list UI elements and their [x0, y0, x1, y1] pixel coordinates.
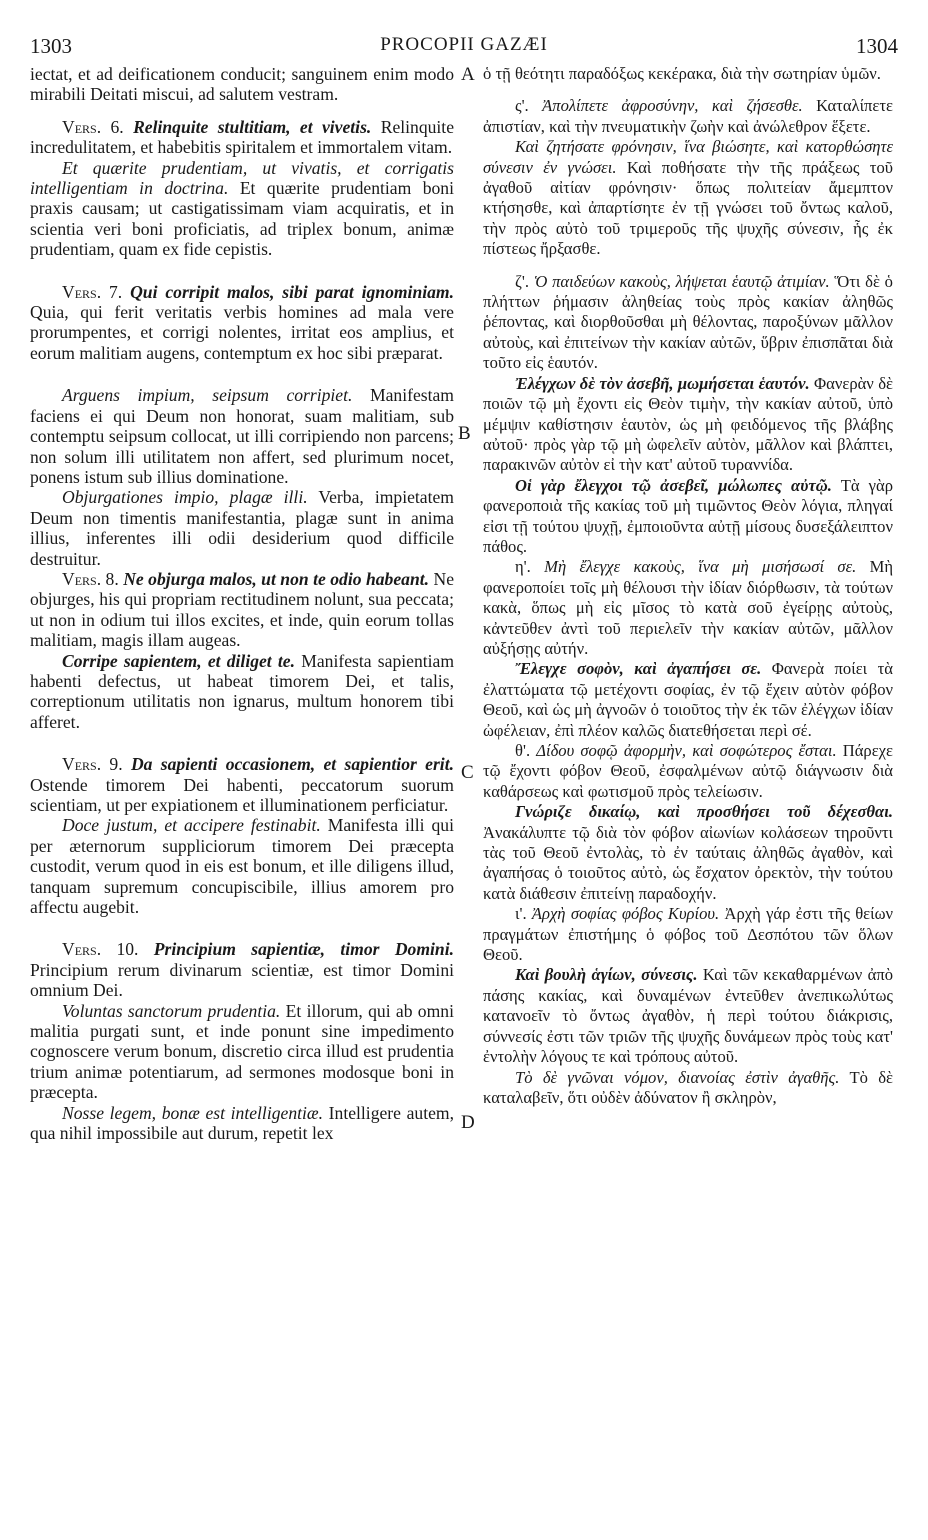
page-header — [30, 34, 898, 58]
lemma: Ἔλεγχε σοφὸν, καὶ ἀγαπήσει σε. — [515, 659, 762, 679]
lemma: Qui corripit malos, sibi parat ignominiam. — [130, 281, 454, 302]
column-number-right: 1304 — [856, 34, 898, 58]
lemma: Ἐλέγχων δὲ τὸν ἀσεβῆ, μωμήσεται ἑαυτόν. — [515, 373, 810, 393]
section-marker-a: A — [461, 64, 475, 85]
lemma: Καὶ βουλὴ ἁγίων, σύνεσις. — [515, 965, 698, 985]
running-title: PROCOPII GAZÆI — [380, 34, 548, 55]
section-marker-b: B — [458, 423, 471, 444]
greek-paragraph: Οἱ γὰρ ἔλεγχοι τῷ ἀσεβεῖ, μώλωπες αὐτῷ. Τὰ γὰρ φανεροποιὰ τῆς κακίας τοῦ μὴ τιμῶντος Θεὸν λόγια, πληγαί εἰσι τῇ τούτου ψυχῇ, ἐμποιοῦντα αὐτῇ μίσους δυσεξάλειπτον πάθος. — [483, 475, 893, 556]
section-marker-d: D — [461, 1112, 475, 1133]
verse-number: Vers. 10. — [62, 939, 139, 960]
latin-paragraph: Vers. 9. Da sapienti occasionem, et sapientior erit. Ostende timorem Dei habenti, peccatorum suorum scientiam, ut per expiationem et illuminationem perficiatur. — [30, 754, 454, 815]
latin-paragraph: Objurgationes impio, plagæ illi. Verba, impietatem Deum non timentis manifestantia, plagæ sunt in anima illius, inferentes illi odii desiderium quod difficile destruitur. — [30, 487, 454, 569]
greek-paragraph: η'. Μὴ ἔλεγχε κακοὺς, ἵνα μὴ μισήσωσί σε. Μὴ φανεροποίει τοῖς μὴ θέλουσι τὴν ἰδίαν διόρθωσιν, τὰ τούτων κακὰ, ὅπως μὴ εἰς μῖσος τὸ κατὰ σοῦ ἐγείρῃς αὐτοὺς, κἀντεῦθεν ἀντὶ τοῦ περιελεῖν τὴν κακίαν αὐτῶν, μᾶλλον αὐξήσῃς αὐτήν. — [483, 557, 894, 658]
verse-number: Vers. 6. — [62, 116, 124, 137]
latin-paragraph: Vers. 10. Principium sapientiæ, timor Domini. Principium rerum divinarum scientiæ, est timor Domini omnium Dei. — [30, 939, 454, 1001]
lemma: Γνώριζε δικαίῳ, καὶ προσθήσει τοῦ δέχεσθαι. — [515, 802, 893, 822]
latin-paragraph: Vers. 6. Relinquite stultitiam, et vivetis. Relinquite incredulitatem, et habebitis spiritalem et immortalem vitam. — [30, 116, 454, 158]
lemma: Principium sapientiæ, timor Domini. — [153, 939, 454, 960]
lemma: Τὸ δὲ γνῶναι νόμον, διανοίας ἐστὶν ἀγαθῆς. — [515, 1067, 840, 1087]
column-number-left: 1303 — [30, 34, 72, 58]
greek-paragraph: Ἐλέγχων δὲ τὸν ἀσεβῆ, μωμήσεται ἑαυτόν. Φανερὰν δὲ ποιῶν τῷ μὴ ἔχοντι εἰς Θεὸν τιμὴν, τὴν κακίαν αὐτοῦ, ὑπὸ μέμψιν καθίστησιν ἑαυτὸν, ὡς μὴ φειδόμενος τῆς βλάβης αὐτοῦ· πρὸς γὰρ τῷ μὴ ὠφελεῖν αὐτὸν, μᾶλλον καὶ βλάπτει, παρακινῶν αὐτὸν εἰ τὴν κατ' αὐτοῦ τυραννίδα. — [483, 373, 893, 475]
greek-paragraph: θ'. Δίδου σοφῷ ἀφορμὴν, καὶ σοφώτερος ἔσται. Πάρεχε τῷ ἔχοντι φόβον Θεοῦ, ἐσφαλμένων αὐτῷ διάγνωσιν διὰ καθάρσεως καὶ φωτισμοῦ πρὸς τελείωσιν. — [483, 741, 893, 801]
latin-paragraph: iectat, et ad deificationem conducit; sanguinem enim modo mirabili Deitati miscui, ad salutem vestram. — [30, 64, 454, 105]
lemma: Corripe sapientem, et diliget te. — [62, 650, 296, 671]
latin-paragraph: Et quærite prudentiam, ut vivatis, et corrigatis intelligentiam in doctrina. Et quærite prudentiam boni praxis causam; ut castigatissimam viam acquiratis, et in scientia veri boni proficiatis, ad triplex bonum, animæ prudentiam, quam ex fide cepistis. — [30, 157, 454, 260]
lemma: Relinquite stultitiam, et vivetis. — [133, 116, 372, 137]
verse-number: θ'. — [515, 741, 531, 760]
section-marker-c: C — [461, 762, 474, 783]
latin-paragraph: Vers. 8. Ne objurga malos, ut non te odio habeant. Ne objurges, his qui propriam rectitudinem nolunt, sua peccata; ut non in odium tui illos excites, et inde, quin eorum tollas malitiam, magis illam augeas. — [30, 568, 454, 651]
latin-paragraph: Nosse legem, bonæ est intelligentiæ. Intelligere autem, qua nihil impossibile aut durum, repetit lex — [30, 1102, 454, 1144]
latin-paragraph: Corripe sapientem, et diliget te. Manifesta sapientiam habenti defectus, ut habeat timorem Dei, et talis, correptionum utilitatis non ignarus, multum honorem tibi afferet. — [30, 650, 455, 732]
verse-number: Vers. 7. — [62, 281, 123, 302]
verse-number: η'. — [515, 557, 531, 577]
lemma: Ὁ παιδεύων κακοὺς, λήψεται ἑαυτῷ ἀτιμίαν. — [533, 271, 830, 291]
greek-paragraph: ὁ τῇ θεότητι παραδόξως κεκέρακα, διὰ τὴν σωτηρίαν ὑμῶν. — [483, 64, 881, 83]
greek-paragraph: ζ'. Ὁ παιδεύων κακοὺς, λήψεται ἑαυτῷ ἀτιμίαν. Ὅτι δὲ ὁ πλήττων ῥήμασιν ἀληθείας τοὺς πρὸς κακίαν ἀληθῶς ῥέποντας, καὶ διορθοῦσθαι μὴ θέλοντας, παροξύνων μᾶλλον αὐτοὺς, καὶ ἐπιτείνων τὴν κακίαν αὐτῶν, ὕβριν ἐπισπᾶται διὰ τοῦτο εἰς ἑαυτόν. — [483, 271, 893, 373]
greek-paragraph: ι'. Ἀρχὴ σοφίας φόβος Κυρίου. Ἀρχὴ γάρ ἐστι τῆς θείων πραγμάτων ἐπιστήμης ὁ φόβος τοῦ Δεσπότου τῶν ὅλων Θεοῦ. — [483, 904, 894, 965]
lemma: Δίδου σοφῷ ἀφορμὴν, καὶ σοφώτερος ἔσται. — [536, 741, 837, 760]
lemma: Ἀρχὴ σοφίας φόβος Κυρίου. — [531, 904, 720, 924]
greek-paragraph: Γνώριζε δικαίῳ, καὶ προσθήσει τοῦ δέχεσθαι. Ἀνακάλυπτε τῷ διὰ τὸν φόβον αἰωνίων κολάσεων τηροῦντι τὰς τοῦ Θεοῦ ἐντολὰς, τὸ ἐν ταύταις ἀληθῶς ἀγαθὸν, καὶ ἀγαπήσας ὁ τοιοῦτος αὐτὸ, ὡς ἔσχατον ὀρεκτὸν, τὴν τούτου κατὰ διάθεσιν ἐπιτείνῃ παραδοχήν. — [483, 802, 893, 903]
lemma: Arguens impium, seipsum corripiet. — [62, 385, 353, 406]
lemma: Μὴ ἔλεγχε κακοὺς, ἵνα μὴ μισήσωσί σε. — [544, 557, 857, 577]
latin-paragraph: Vers. 7. Qui corripit malos, sibi parat ignominiam. Quia, qui ferit veritatis verbis homines ad mala vere prorumpentes, et corrigi nolentes, irritat eos amplius, et eorum malitiam augens, contemptum ex hoc sibi præparat. — [30, 281, 454, 363]
verse-number: Vers. 8. — [62, 568, 119, 589]
lemma: Et quærite prudentiam, ut vivatis, et corrigatis intelligentiam in doctrina. — [30, 157, 454, 199]
greek-paragraph: Τὸ δὲ γνῶναι νόμον, διανοίας ἐστὶν ἀγαθῆς. Τὸ δὲ καταλαβεῖν, ὅτι οὐδὲν ἀδύνατον ἢ σκληρὸν, — [483, 1067, 893, 1107]
verse-number: ι'. — [515, 904, 527, 924]
latin-paragraph: Voluntas sanctorum prudentia. Et illorum, qui ab omni malitia purgati sunt, et inde ponunt sine impedimento cognoscere verum bonum, discretio circa illud est prudentia trium animæ potentiarum, ad sermones modosque boni in præcepta. — [30, 1000, 454, 1103]
greek-paragraph: ς'. Ἀπολίπετε ἀφροσύνην, καὶ ζήσεσθε. Καταλίπετε ἀπιστίαν, καὶ τὴν πνευματικὴν ζωὴν καὶ ἀνώλεθρον ἕξετε. — [483, 96, 894, 136]
verse-number: ς'. — [515, 96, 529, 116]
greek-column — [483, 64, 893, 1108]
lemma: Ne objurga malos, ut non te odio habeant. — [123, 568, 430, 589]
lemma: Καὶ ζητήσατε φρόνησιν, ἵνα βιώσητε, καὶ κατορθώσητε σύνεσιν ἐν γνώσει. — [483, 137, 893, 177]
greek-paragraph: Ἔλεγχε σοφὸν, καὶ ἀγαπήσει σε. Φανερὰ ποίει τὰ ἐλαττώματα τῷ μετέχοντι σοφίας, ἐν τῷ ἔχειν αὐτὸν φόβον Θεοῦ, καὶ ὡς μὴ ἀγνοῶν ὁ τοιοῦτος τὴν ἐκ τῶν ἐλέγχων ἰδίαν ὠφέλειαν, ἐπὶ πλέον καλῶς διατεθήσεται περὶ σέ. — [483, 659, 893, 740]
lemma: Nosse legem, bonæ est intelligentiæ. — [62, 1102, 324, 1123]
latin-paragraph: Doce justum, et accipere festinabit. Manifesta illi qui per æternorum suppliciorum timorem Dei præcepta custodit, verum quod in eis est bonum, et ille diligens illud, tanquam supremum concupiscibile, illius amorem pro affectu augebit. — [30, 815, 454, 918]
lemma: Da sapienti occasionem, et sapientior erit. — [130, 754, 454, 775]
lemma: Voluntas sanctorum prudentia. — [62, 1000, 281, 1021]
lemma: Doce justum, et accipere festinabit. — [62, 815, 321, 836]
lemma: Οἱ γὰρ ἔλεγχοι τῷ ἀσεβεῖ, μώλωπες αὐτῷ. — [515, 475, 832, 495]
greek-paragraph: Καὶ βουλὴ ἁγίων, σύνεσις. Καὶ τῶν κεκαθαρμένων ἀπὸ πάσης κακίας, καὶ δυναμένων ἐντεῦθεν ἀνεπικωλύτως κατανοεῖν τὸ ὄντως ἀγαθὸν, ἡ περὶ τούτου διάκρισις, σύννεσίς ἐστι τῶν τριῶν τῆς ψυχῆς δυνάμεων πρὸς τοὺς κατ' ἐντολὴν λόγους τε καὶ τρόπους αὐτοῦ. — [483, 965, 894, 1067]
lemma: Ἀπολίπετε ἀφροσύνην, καὶ ζήσεσθε. — [542, 96, 803, 116]
greek-paragraph: Καὶ ζητήσατε φρόνησιν, ἵνα βιώσητε, καὶ κατορθώσητε σύνεσιν ἐν γνώσει. Καὶ ποθήσατε τὴν τῆς πράξεως τοῦ ἀγαθοῦ αἰτίαν φρόνησιν· ὅπως πολιτείαν ἄμεμπτον κτήσησθε, καὶ ἀπαρτίσητε ἐν τῇ γνώσει τοῦ ὄντως καλοῦ, τὴν πρὸς αὐτὸ τοῦ τριμεροῦς τῆς ψυχῆς σύνεσιν, ἧς ἐκ πίστεως ἤρξασθε. — [483, 137, 893, 259]
verse-number: Vers. 9. — [62, 754, 123, 775]
latin-column — [30, 64, 454, 1144]
verse-number: ζ'. — [515, 271, 530, 291]
latin-paragraph: Arguens impium, seipsum corripiet. Manifestam faciens ei qui Deum non honorat, suam malitiam, sub contemptu seipsum collocat, ut illi corripiendo non parcens; non solum illi utilitatem non affert, sed plurimum nocet, ponens istum sub illius dominatione. — [30, 385, 454, 487]
lemma: Objurgationes impio, plagæ illi. — [62, 487, 308, 508]
